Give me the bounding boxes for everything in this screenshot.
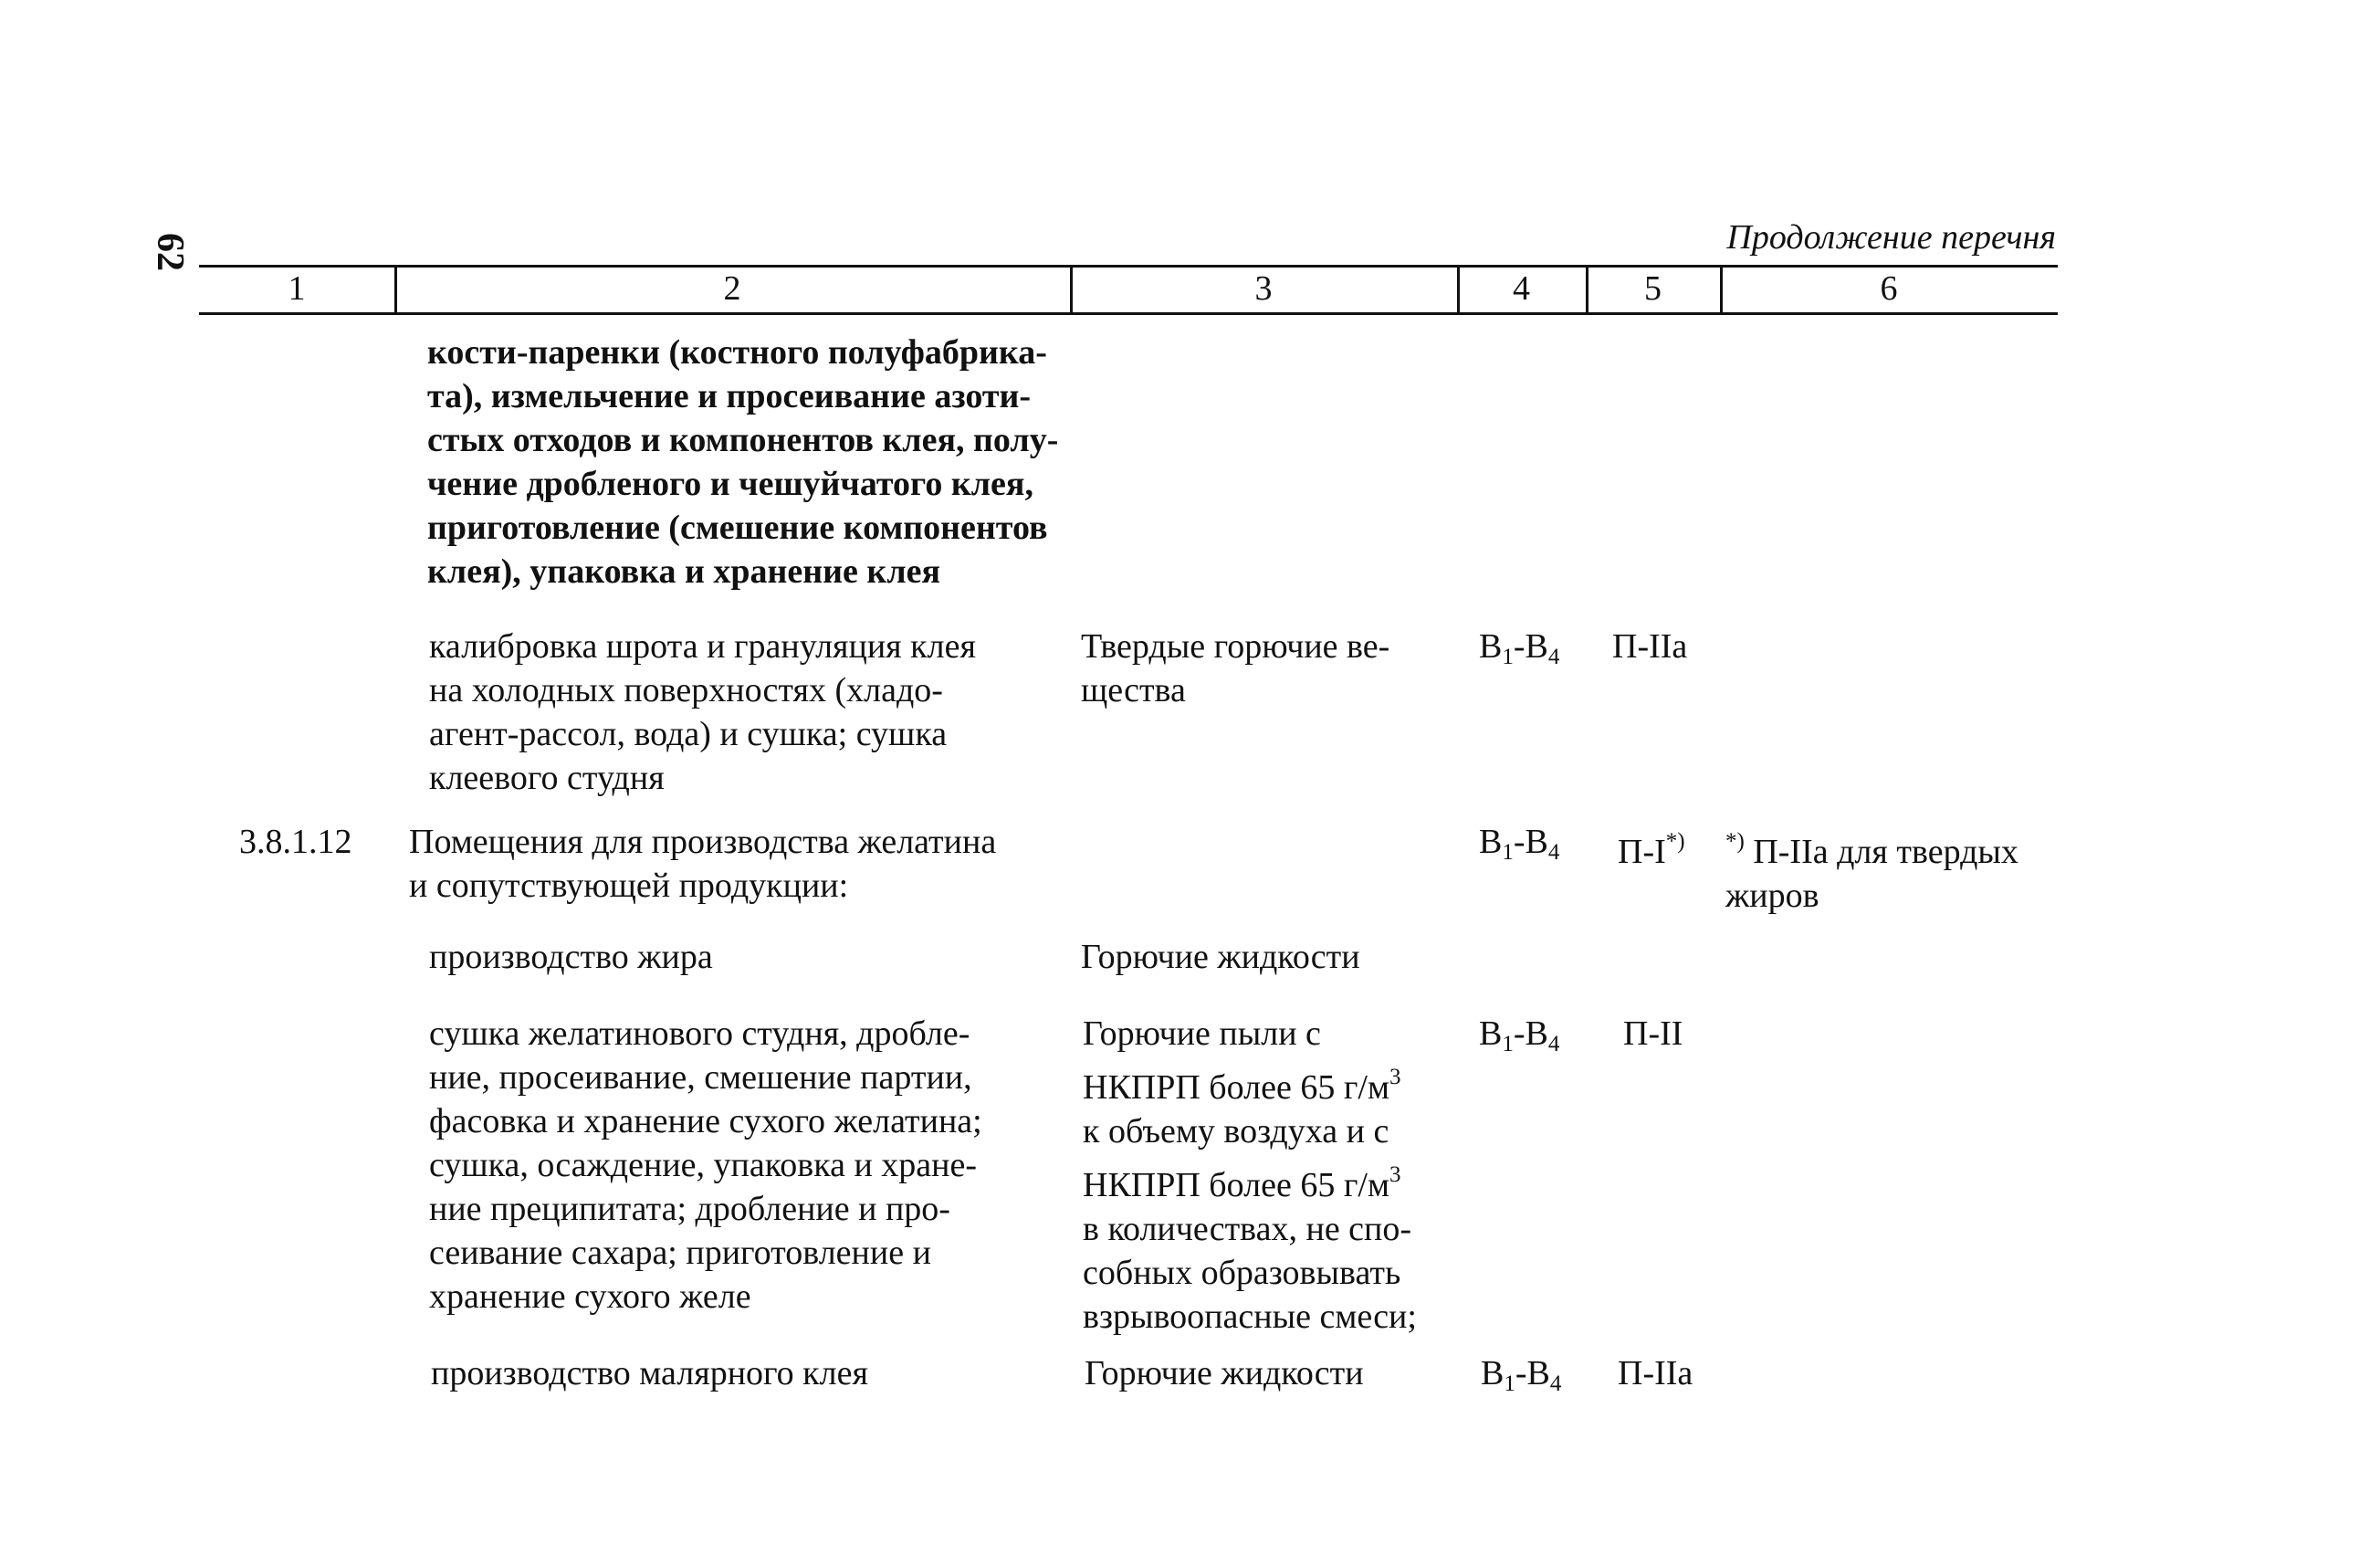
text-line: и сопутствующей продукции: <box>409 867 849 905</box>
category-subscript: 1 <box>1502 645 1514 669</box>
table-cell-substance <box>1083 1012 1457 1339</box>
column-header: 5 <box>1644 269 1662 308</box>
column-header: 2 <box>723 269 741 308</box>
category-letter: -В <box>1513 627 1548 666</box>
column-header: 6 <box>1880 269 1898 308</box>
table-cell-description <box>429 1012 1068 1319</box>
table-cell-zone-class: П-IIа <box>1618 1354 1693 1392</box>
text-line: фасовка и хранение сухого желатина; <box>429 1102 982 1140</box>
category-letter: -В <box>1513 823 1548 861</box>
note-text: П-IIа для твердых <box>1744 833 2018 871</box>
category-subscript: 4 <box>1547 645 1560 669</box>
text-line: ние, просеивание, смешение партии, <box>429 1058 972 1097</box>
line-text: НКПРП более 65 г/м <box>1083 1068 1390 1107</box>
text-line: та), измельчение и просеивание азоти- <box>427 377 1032 415</box>
text-line: на холодных поверхностях (хладо- <box>429 671 943 709</box>
category-letter: -В <box>1515 1354 1550 1392</box>
text-line: клея), упаковка и хранение клея <box>427 552 941 591</box>
text-line: жиров <box>1725 877 1819 915</box>
table-cell-description <box>427 331 1066 594</box>
table-cell-number: 3.8.1.12 <box>239 823 352 861</box>
table-cell-zone-class: П-IIа <box>1612 627 1688 666</box>
unit-superscript: 3 <box>1389 1162 1401 1187</box>
text-line: Горючие жидкости <box>1085 1354 1364 1392</box>
column-header: 3 <box>1254 269 1273 308</box>
table-cell-note <box>1725 820 2063 918</box>
text-line: в количествах, не спо- <box>1083 1210 1412 1248</box>
table-cell-description <box>431 1351 1070 1395</box>
text-line: Помещения для производства желатина <box>409 823 997 861</box>
text-line <box>1083 1056 1457 1109</box>
text-line: производство малярного клея <box>431 1354 868 1392</box>
category-subscript: 1 <box>1504 1371 1515 1396</box>
text-line: щества <box>1081 671 1186 709</box>
category-letter: В <box>1479 627 1503 666</box>
table-cell-description <box>429 935 1068 979</box>
category-letter: -В <box>1513 1014 1548 1053</box>
text-line: Горючие пыли с <box>1083 1014 1321 1053</box>
text-line <box>1083 1153 1457 1207</box>
unit-superscript: 3 <box>1389 1065 1401 1089</box>
footnote-marker: *) <box>1725 829 1745 854</box>
table-cell-description <box>409 820 1075 908</box>
page-number: 62 <box>149 233 191 271</box>
column-header: 4 <box>1513 269 1530 308</box>
table-cell-category <box>1479 1012 1588 1066</box>
text-line: чение дробленого и чешуйчатого клея, <box>427 465 1033 503</box>
table-cell-substance <box>1081 625 1455 712</box>
text-line: сеивание сахара; приготовление и <box>429 1234 931 1272</box>
text-line: собных образовывать <box>1083 1254 1401 1292</box>
category-subscript: 1 <box>1502 1032 1514 1056</box>
category-letter: В <box>1479 1014 1503 1053</box>
table-cell-category <box>1481 1351 1590 1406</box>
text-line: ние преципитата; дробление и про- <box>429 1190 950 1228</box>
text-line: хранение сухого желе <box>429 1277 751 1316</box>
text-line: кости-паренки (костного полуфабрика- <box>427 333 1047 372</box>
line-text: НКПРП более 65 г/м <box>1083 1166 1390 1204</box>
footnote-marker: *) <box>1665 829 1685 854</box>
text-line: производство жира <box>429 938 713 976</box>
table-cell-substance <box>1081 935 1455 979</box>
continuation-label: Продолжение перечня <box>1726 218 2056 257</box>
text-line: Горючие жидкости <box>1081 938 1360 976</box>
text-line: сушка желатинового студня, дробле- <box>429 1014 970 1053</box>
text-line: стых отходов и компонентов клея, полу- <box>427 421 1059 459</box>
text-line: сушка, осаждение, упаковка и хране- <box>429 1146 978 1184</box>
category-subscript: 4 <box>1547 1032 1560 1056</box>
text-line <box>1725 820 2063 874</box>
text-line: калибровка шрота и грануляция клея <box>429 627 976 666</box>
text-line: агент-рассол, вода) и сушка; сушка <box>429 715 948 753</box>
category-letter: В <box>1479 823 1503 861</box>
text-line: клеевого студня <box>429 759 665 797</box>
category-subscript: 1 <box>1502 840 1514 865</box>
text-line: Твердые горючие ве- <box>1081 627 1390 666</box>
table-cell-substance <box>1085 1351 1459 1395</box>
header-bottom-rule <box>199 312 2058 315</box>
table-cell-zone-class: П-II <box>1623 1014 1683 1053</box>
table-cell-category <box>1479 820 1588 875</box>
text-line: к объему воздуха и с <box>1083 1112 1389 1150</box>
text-line: приготовление (смешение компонентов <box>427 509 1048 547</box>
text-line: взрывоопасные смеси; <box>1083 1298 1417 1336</box>
category-subscript: 4 <box>1547 840 1560 865</box>
category-subscript: 4 <box>1549 1371 1562 1396</box>
table-cell-category <box>1479 625 1588 679</box>
table-cell-description <box>429 625 1068 800</box>
column-header: 1 <box>288 269 306 308</box>
category-letter: В <box>1481 1354 1505 1392</box>
zone-class-text: П-I <box>1618 833 1666 871</box>
table-cell-zone-class <box>1618 820 1727 874</box>
